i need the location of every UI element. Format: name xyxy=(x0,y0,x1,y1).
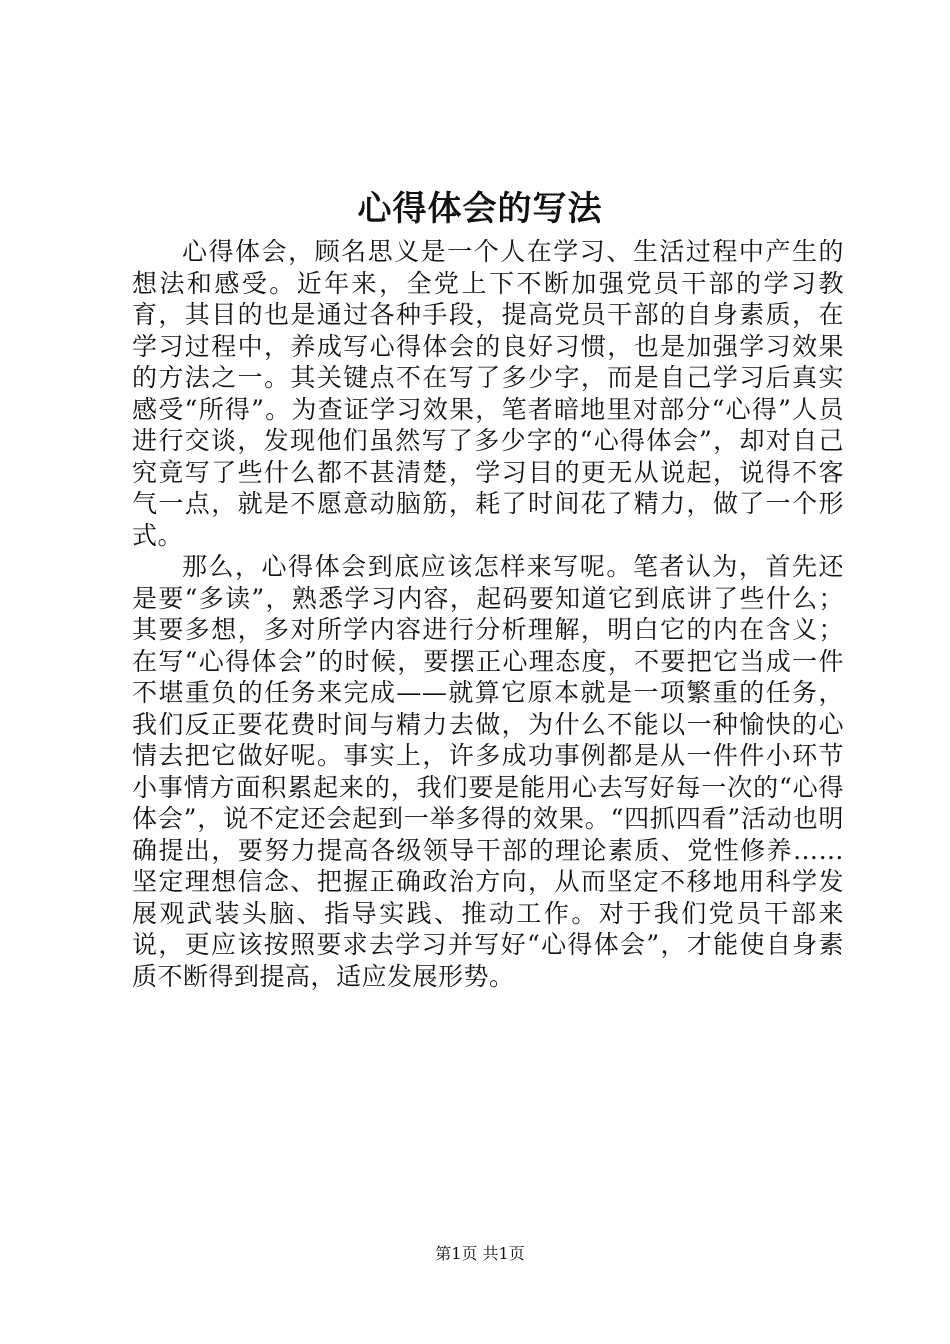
paragraph-1: 心得体会，顾名思义是一个人在学习、生活过程中产生的想法和感受。近年来，全党上下不断加强党员干部的学习教育，其目的也是通过各种手段，提高党员干部的自身素质，在学习过程中，养成写心得体会的良好习惯，也是加强学习效果的方法之一。其关键点不在写了多少字，而是自己学习后真实感受“所得”。为查证学习效果，笔者暗地里对部分“心得”人员进行交谈，发现他们虽然写了多少字的“心得体会”，却对自己究竟写了些什么都不甚清楚，学习目的更无从说起，说得不客气一点，就是不愿意动脑筋，耗了时间花了精力，做了一个形式。 xyxy=(132,237,844,550)
page-footer: 第1页 共1页 xyxy=(435,1244,525,1263)
document-title: 心得体会的写法 xyxy=(357,189,603,229)
paragraph-2: 那么，心得体会到底应该怎样来写呢。笔者认为，首先还是要“多读”，熟悉学习内容，起码要知道它到底讲了些什么；其要多想，多对所学内容进行分析理解，明白它的内在含义；在写“心得体会”的时候，要摆正心理态度，不要把它当成一件不堪重负的任务来完成——就算它原本就是一项繁重的任务，我们反正要花费时间与精力去做，为什么不能以一种愉快的心情去把它做好呢。事实上，许多成功事例都是从一件件小环节小事情方面积累起来的，我们要是能用心去写好每一次的“心得体会”，说不定还会起到一举多得的效果。“四抓四看”活动也明确提出，要努力提高各级领导干部的理论素质、党性修养……坚定理想信念、把握正确政治方向，从而坚定不移地用科学发展观武装头脑、指导实践、推动工作。对于我们党员干部来说，更应该按照要求去学习并写好“心得体会”，才能使自身素质不断得到提高，适应发展形势。 xyxy=(132,552,844,991)
document-body xyxy=(132,236,844,992)
